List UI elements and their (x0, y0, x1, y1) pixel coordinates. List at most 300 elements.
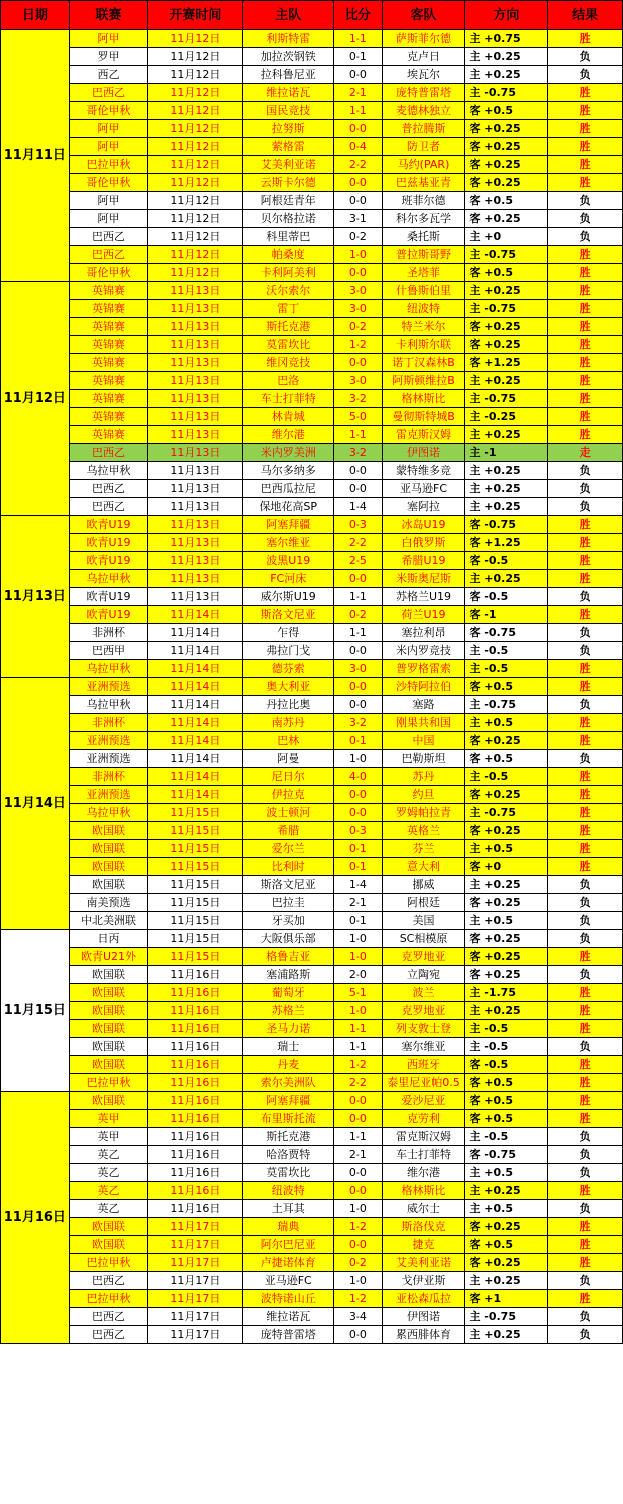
away-team-cell: 车士打菲特 (382, 1146, 465, 1164)
home-team-cell: 利斯特雷 (243, 30, 334, 48)
direction-cell: 客 +0.25 (465, 138, 548, 156)
table-row (1, 102, 623, 120)
result-cell: 负 (548, 966, 623, 984)
direction-cell: 客 -0.5 (465, 588, 548, 606)
result-cell: 胜 (548, 534, 623, 552)
direction-cell: 主 +0.5 (465, 912, 548, 930)
table-row (1, 1272, 623, 1290)
direction-cell: 主 -0.75 (465, 696, 548, 714)
score-cell: 0-0 (334, 264, 382, 282)
result-cell: 负 (548, 642, 623, 660)
result-cell: 负 (548, 1326, 623, 1344)
table-row (1, 138, 623, 156)
away-team-cell: 巴兹基亚青 (382, 174, 465, 192)
kickoff-time-cell: 11月16日 (148, 1020, 243, 1038)
kickoff-time-cell: 11月16日 (148, 1182, 243, 1200)
away-team-cell: 沙特阿拉伯 (382, 678, 465, 696)
result-cell: 胜 (548, 984, 623, 1002)
home-team-cell: 斯洛文尼亚 (243, 606, 334, 624)
table-row (1, 48, 623, 66)
league-cell: 欧青U19 (69, 606, 148, 624)
away-team-cell: 卡利斯尔联 (382, 336, 465, 354)
away-team-cell: 美国 (382, 912, 465, 930)
direction-cell: 主 -0.75 (465, 300, 548, 318)
league-cell: 非洲杯 (69, 768, 148, 786)
home-team-cell: 斯洛文尼亚 (243, 876, 334, 894)
result-cell: 胜 (548, 570, 623, 588)
away-team-cell: 克罗地亚 (382, 1002, 465, 1020)
kickoff-time-cell: 11月17日 (148, 1272, 243, 1290)
direction-cell: 客 +1 (465, 1290, 548, 1308)
result-cell: 负 (548, 1272, 623, 1290)
league-cell: 巴西乙 (69, 444, 148, 462)
score-cell: 5-1 (334, 984, 382, 1002)
league-cell: 日丙 (69, 930, 148, 948)
result-cell: 负 (548, 480, 623, 498)
direction-cell: 主 -0.5 (465, 1128, 548, 1146)
kickoff-time-cell: 11月14日 (148, 786, 243, 804)
kickoff-time-cell: 11月13日 (148, 318, 243, 336)
league-cell: 哥伦甲秋 (69, 264, 148, 282)
table-row (1, 570, 623, 588)
score-cell: 0-2 (334, 1254, 382, 1272)
direction-cell: 客 +0.5 (465, 1092, 548, 1110)
away-team-cell: 马约(PAR) (382, 156, 465, 174)
table-row (1, 336, 623, 354)
score-cell: 0-4 (334, 138, 382, 156)
result-cell: 胜 (548, 1110, 623, 1128)
away-team-cell: 塞路 (382, 696, 465, 714)
table-row (1, 408, 623, 426)
home-team-cell: 维尔港 (243, 426, 334, 444)
away-team-cell: 希腊U19 (382, 552, 465, 570)
result-cell: 负 (548, 1128, 623, 1146)
league-cell: 英锦赛 (69, 300, 148, 318)
away-team-cell: 泰里尼亚帕0.5 (382, 1074, 465, 1092)
direction-cell: 客 +1.25 (465, 354, 548, 372)
score-cell: 4-0 (334, 768, 382, 786)
score-cell: 0-1 (334, 48, 382, 66)
direction-cell: 主 +0.25 (465, 282, 548, 300)
score-cell: 0-2 (334, 606, 382, 624)
header-direction: 方向 (465, 1, 548, 30)
league-cell: 巴西乙 (69, 228, 148, 246)
league-cell: 巴西乙 (69, 480, 148, 498)
result-cell: 胜 (548, 30, 623, 48)
home-team-cell: 威尔斯U19 (243, 588, 334, 606)
score-cell: 0-1 (334, 858, 382, 876)
kickoff-time-cell: 11月12日 (148, 84, 243, 102)
table-row (1, 1128, 623, 1146)
score-cell: 2-5 (334, 552, 382, 570)
home-team-cell: 加拉茨钢铁 (243, 48, 334, 66)
score-cell: 1-0 (334, 930, 382, 948)
kickoff-time-cell: 11月16日 (148, 1038, 243, 1056)
kickoff-time-cell: 11月16日 (148, 1002, 243, 1020)
score-cell: 1-2 (334, 1056, 382, 1074)
league-cell: 欧青U19 (69, 534, 148, 552)
away-team-cell: 曼彻斯特城B (382, 408, 465, 426)
away-team-cell: 爱沙尼亚 (382, 1092, 465, 1110)
result-cell: 负 (548, 930, 623, 948)
away-team-cell: 克劳利 (382, 1110, 465, 1128)
away-team-cell: 防卫者 (382, 138, 465, 156)
away-team-cell: 中国 (382, 732, 465, 750)
score-cell: 3-4 (334, 1308, 382, 1326)
table-row (1, 588, 623, 606)
home-team-cell: 拉科鲁尼亚 (243, 66, 334, 84)
header-result: 结果 (548, 1, 623, 30)
away-team-cell: 格林斯比 (382, 390, 465, 408)
direction-cell: 客 +0.5 (465, 264, 548, 282)
score-cell: 1-1 (334, 426, 382, 444)
home-team-cell: 大阪俱乐部 (243, 930, 334, 948)
result-cell: 负 (548, 48, 623, 66)
league-cell: 哥伦甲秋 (69, 102, 148, 120)
table-row (1, 1254, 623, 1272)
direction-cell: 客 +0.25 (465, 966, 548, 984)
direction-cell: 客 +0.25 (465, 120, 548, 138)
league-cell: 英锦赛 (69, 336, 148, 354)
table-row (1, 1182, 623, 1200)
table-header-row (1, 1, 623, 30)
score-cell: 0-3 (334, 822, 382, 840)
result-cell: 胜 (548, 1236, 623, 1254)
kickoff-time-cell: 11月14日 (148, 660, 243, 678)
score-cell: 0-0 (334, 1236, 382, 1254)
away-team-cell: 塞拉利昂 (382, 624, 465, 642)
score-cell: 3-0 (334, 372, 382, 390)
kickoff-time-cell: 11月15日 (148, 876, 243, 894)
score-cell: 1-1 (334, 588, 382, 606)
score-cell: 0-0 (334, 480, 382, 498)
home-team-cell: 丹麦 (243, 1056, 334, 1074)
result-cell: 胜 (548, 678, 623, 696)
result-cell: 胜 (548, 516, 623, 534)
direction-cell: 主 +0.25 (465, 1326, 548, 1344)
table-row (1, 714, 623, 732)
league-cell: 亚洲预选 (69, 678, 148, 696)
score-cell: 1-0 (334, 948, 382, 966)
home-team-cell: 阿塞拜疆 (243, 516, 334, 534)
result-cell: 胜 (548, 606, 623, 624)
direction-cell: 客 +0.25 (465, 210, 548, 228)
away-team-cell: 列支敦士登 (382, 1020, 465, 1038)
result-cell: 负 (548, 750, 623, 768)
direction-cell: 主 -1.75 (465, 984, 548, 1002)
kickoff-time-cell: 11月15日 (148, 912, 243, 930)
kickoff-time-cell: 11月16日 (148, 1074, 243, 1092)
kickoff-time-cell: 11月12日 (148, 48, 243, 66)
result-cell: 走 (548, 444, 623, 462)
league-cell: 阿甲 (69, 210, 148, 228)
kickoff-time-cell: 11月16日 (148, 966, 243, 984)
away-team-cell: 克罗地亚 (382, 948, 465, 966)
kickoff-time-cell: 11月12日 (148, 264, 243, 282)
kickoff-time-cell: 11月13日 (148, 570, 243, 588)
score-cell: 0-0 (334, 786, 382, 804)
direction-cell: 客 +0.5 (465, 192, 548, 210)
table-row (1, 300, 623, 318)
kickoff-time-cell: 11月17日 (148, 1308, 243, 1326)
direction-cell: 客 -0.5 (465, 552, 548, 570)
home-team-cell: 波特诺山丘 (243, 1290, 334, 1308)
header-home-team: 主队 (243, 1, 334, 30)
away-team-cell: 刚果共和国 (382, 714, 465, 732)
score-cell: 3-0 (334, 300, 382, 318)
league-cell: 英锦赛 (69, 408, 148, 426)
league-cell: 欧青U19 (69, 588, 148, 606)
score-cell: 0-3 (334, 516, 382, 534)
result-cell: 负 (548, 462, 623, 480)
score-cell: 1-2 (334, 1290, 382, 1308)
league-cell: 欧国联 (69, 1038, 148, 1056)
result-cell: 负 (548, 876, 623, 894)
table-row (1, 1002, 623, 1020)
table-row (1, 1164, 623, 1182)
score-cell: 1-1 (334, 30, 382, 48)
score-cell: 0-0 (334, 1110, 382, 1128)
kickoff-time-cell: 11月17日 (148, 1326, 243, 1344)
home-team-cell: 卢捷诺体育 (243, 1254, 334, 1272)
result-cell: 负 (548, 1200, 623, 1218)
away-team-cell: 诺丁汉森林B (382, 354, 465, 372)
result-cell: 胜 (548, 138, 623, 156)
result-cell: 胜 (548, 714, 623, 732)
table-row (1, 876, 623, 894)
score-cell: 2-1 (334, 894, 382, 912)
away-team-cell: 戈伊亚斯 (382, 1272, 465, 1290)
table-row (1, 1038, 623, 1056)
score-cell: 3-0 (334, 282, 382, 300)
direction-cell: 客 +0.25 (465, 1218, 548, 1236)
table-row (1, 552, 623, 570)
away-team-cell: 庞特普雷塔 (382, 84, 465, 102)
kickoff-time-cell: 11月12日 (148, 102, 243, 120)
score-cell: 0-0 (334, 678, 382, 696)
direction-cell: 客 +0.5 (465, 1074, 548, 1092)
home-team-cell: 纽波特 (243, 1182, 334, 1200)
kickoff-time-cell: 11月12日 (148, 156, 243, 174)
score-cell: 1-1 (334, 1020, 382, 1038)
result-cell: 胜 (548, 822, 623, 840)
league-cell: 巴拉甲秋 (69, 156, 148, 174)
away-team-cell: 米内罗竞技 (382, 642, 465, 660)
table-row (1, 1200, 623, 1218)
league-cell: 欧国联 (69, 876, 148, 894)
home-team-cell: 保地花高SP (243, 498, 334, 516)
home-team-cell: 维拉诺瓦 (243, 84, 334, 102)
league-cell: 巴西乙 (69, 1272, 148, 1290)
away-team-cell: 波兰 (382, 984, 465, 1002)
table-row (1, 1092, 623, 1110)
away-team-cell: 荷兰U19 (382, 606, 465, 624)
home-team-cell: 牙买加 (243, 912, 334, 930)
home-team-cell: 阿塞拜疆 (243, 1092, 334, 1110)
league-cell: 阿甲 (69, 30, 148, 48)
league-cell: 欧青U19 (69, 552, 148, 570)
home-team-cell: 巴拉圭 (243, 894, 334, 912)
home-team-cell: 贝尔格拉诺 (243, 210, 334, 228)
away-team-cell: 意大利 (382, 858, 465, 876)
score-cell: 3-2 (334, 444, 382, 462)
score-cell: 2-2 (334, 1074, 382, 1092)
score-cell: 0-0 (334, 66, 382, 84)
away-team-cell: 亚松森瓜拉 (382, 1290, 465, 1308)
league-cell: 巴西乙 (69, 84, 148, 102)
kickoff-time-cell: 11月17日 (148, 1236, 243, 1254)
home-team-cell: 卡利阿美利 (243, 264, 334, 282)
table-body (1, 30, 623, 1344)
kickoff-time-cell: 11月14日 (148, 768, 243, 786)
table-row (1, 1218, 623, 1236)
score-cell: 1-2 (334, 1218, 382, 1236)
direction-cell: 客 -1 (465, 606, 548, 624)
result-cell: 胜 (548, 1092, 623, 1110)
score-cell: 1-0 (334, 750, 382, 768)
direction-cell: 客 +0 (465, 858, 548, 876)
table-row (1, 1074, 623, 1092)
result-cell: 胜 (548, 804, 623, 822)
result-cell: 负 (548, 192, 623, 210)
table-row (1, 750, 623, 768)
score-cell: 3-0 (334, 660, 382, 678)
date-cell: 11月15日 (1, 930, 70, 1092)
league-cell: 欧国联 (69, 966, 148, 984)
away-team-cell: 科尔多瓦学 (382, 210, 465, 228)
direction-cell: 主 -0.5 (465, 768, 548, 786)
score-cell: 0-0 (334, 174, 382, 192)
home-team-cell: 雷丁 (243, 300, 334, 318)
result-cell: 胜 (548, 1020, 623, 1038)
away-team-cell: 英格兰 (382, 822, 465, 840)
result-cell: 胜 (548, 264, 623, 282)
kickoff-time-cell: 11月16日 (148, 1092, 243, 1110)
result-cell: 胜 (548, 336, 623, 354)
score-cell: 1-0 (334, 1200, 382, 1218)
kickoff-time-cell: 11月16日 (148, 1110, 243, 1128)
kickoff-time-cell: 11月12日 (148, 174, 243, 192)
table-row (1, 930, 623, 948)
direction-cell: 客 +0.25 (465, 732, 548, 750)
league-cell: 欧国联 (69, 822, 148, 840)
kickoff-time-cell: 11月14日 (148, 714, 243, 732)
result-cell: 胜 (548, 408, 623, 426)
header-away-team: 客队 (382, 1, 465, 30)
direction-cell: 客 +0.5 (465, 678, 548, 696)
result-cell: 胜 (548, 282, 623, 300)
away-team-cell: 纽波特 (382, 300, 465, 318)
kickoff-time-cell: 11月14日 (148, 642, 243, 660)
table-row (1, 822, 623, 840)
kickoff-time-cell: 11月14日 (148, 750, 243, 768)
table-row (1, 1056, 623, 1074)
kickoff-time-cell: 11月12日 (148, 30, 243, 48)
result-cell: 胜 (548, 840, 623, 858)
league-cell: 欧国联 (69, 1092, 148, 1110)
table-row (1, 66, 623, 84)
league-cell: 乌拉甲秋 (69, 660, 148, 678)
home-team-cell: 哈洛贾特 (243, 1146, 334, 1164)
kickoff-time-cell: 11月12日 (148, 246, 243, 264)
away-team-cell: 约旦 (382, 786, 465, 804)
home-team-cell: 米内罗美洲 (243, 444, 334, 462)
result-cell: 胜 (548, 768, 623, 786)
league-cell: 英乙 (69, 1200, 148, 1218)
kickoff-time-cell: 11月15日 (148, 822, 243, 840)
direction-cell: 主 +0.25 (465, 570, 548, 588)
table-row (1, 498, 623, 516)
date-cell: 11月12日 (1, 282, 70, 516)
direction-cell: 客 +0.25 (465, 318, 548, 336)
result-cell: 胜 (548, 1254, 623, 1272)
kickoff-time-cell: 11月16日 (148, 1056, 243, 1074)
result-cell: 胜 (548, 354, 623, 372)
away-team-cell: 艾美利亚诺 (382, 1254, 465, 1272)
home-team-cell: 沃尔索尔 (243, 282, 334, 300)
home-team-cell: 索尔美洲队 (243, 1074, 334, 1092)
league-cell: 巴西乙 (69, 498, 148, 516)
league-cell: 英乙 (69, 1146, 148, 1164)
table-row (1, 984, 623, 1002)
table-row (1, 30, 623, 48)
table-row (1, 1326, 623, 1344)
kickoff-time-cell: 11月15日 (148, 930, 243, 948)
direction-cell: 客 +0.5 (465, 1236, 548, 1254)
kickoff-time-cell: 11月13日 (148, 516, 243, 534)
home-team-cell: 塞尔维亚 (243, 534, 334, 552)
away-team-cell: 斯洛伐克 (382, 1218, 465, 1236)
result-cell: 胜 (548, 372, 623, 390)
score-cell: 0-1 (334, 732, 382, 750)
away-team-cell: 普拉斯哥野 (382, 246, 465, 264)
direction-cell: 主 -0.75 (465, 1308, 548, 1326)
home-team-cell: 丹拉比奥 (243, 696, 334, 714)
table-row (1, 948, 623, 966)
league-cell: 乌拉甲秋 (69, 462, 148, 480)
kickoff-time-cell: 11月13日 (148, 426, 243, 444)
direction-cell: 主 +0.75 (465, 30, 548, 48)
score-cell: 1-1 (334, 102, 382, 120)
home-team-cell: 云斯卡尔德 (243, 174, 334, 192)
league-cell: 欧青U21外 (69, 948, 148, 966)
home-team-cell: 莫雷坎比 (243, 1164, 334, 1182)
league-cell: 英锦赛 (69, 390, 148, 408)
away-team-cell: 塞尔维亚 (382, 1038, 465, 1056)
away-team-cell: 蒙特维多竞 (382, 462, 465, 480)
result-cell: 胜 (548, 660, 623, 678)
league-cell: 欧青U19 (69, 516, 148, 534)
direction-cell: 主 -0.5 (465, 660, 548, 678)
kickoff-time-cell: 11月15日 (148, 858, 243, 876)
header-score: 比分 (334, 1, 382, 30)
away-team-cell: 伊图诺 (382, 444, 465, 462)
direction-cell: 主 -0.25 (465, 408, 548, 426)
league-cell: 非洲杯 (69, 714, 148, 732)
table-row (1, 354, 623, 372)
result-cell: 胜 (548, 1074, 623, 1092)
away-team-cell: 维尔港 (382, 1164, 465, 1182)
league-cell: 欧国联 (69, 840, 148, 858)
home-team-cell: 德芬索 (243, 660, 334, 678)
table-row (1, 696, 623, 714)
away-team-cell: 累西腓体育 (382, 1326, 465, 1344)
score-cell: 0-2 (334, 318, 382, 336)
table-row (1, 1308, 623, 1326)
direction-cell: 客 +0.25 (465, 948, 548, 966)
home-team-cell: 爱尔兰 (243, 840, 334, 858)
score-cell: 2-1 (334, 84, 382, 102)
